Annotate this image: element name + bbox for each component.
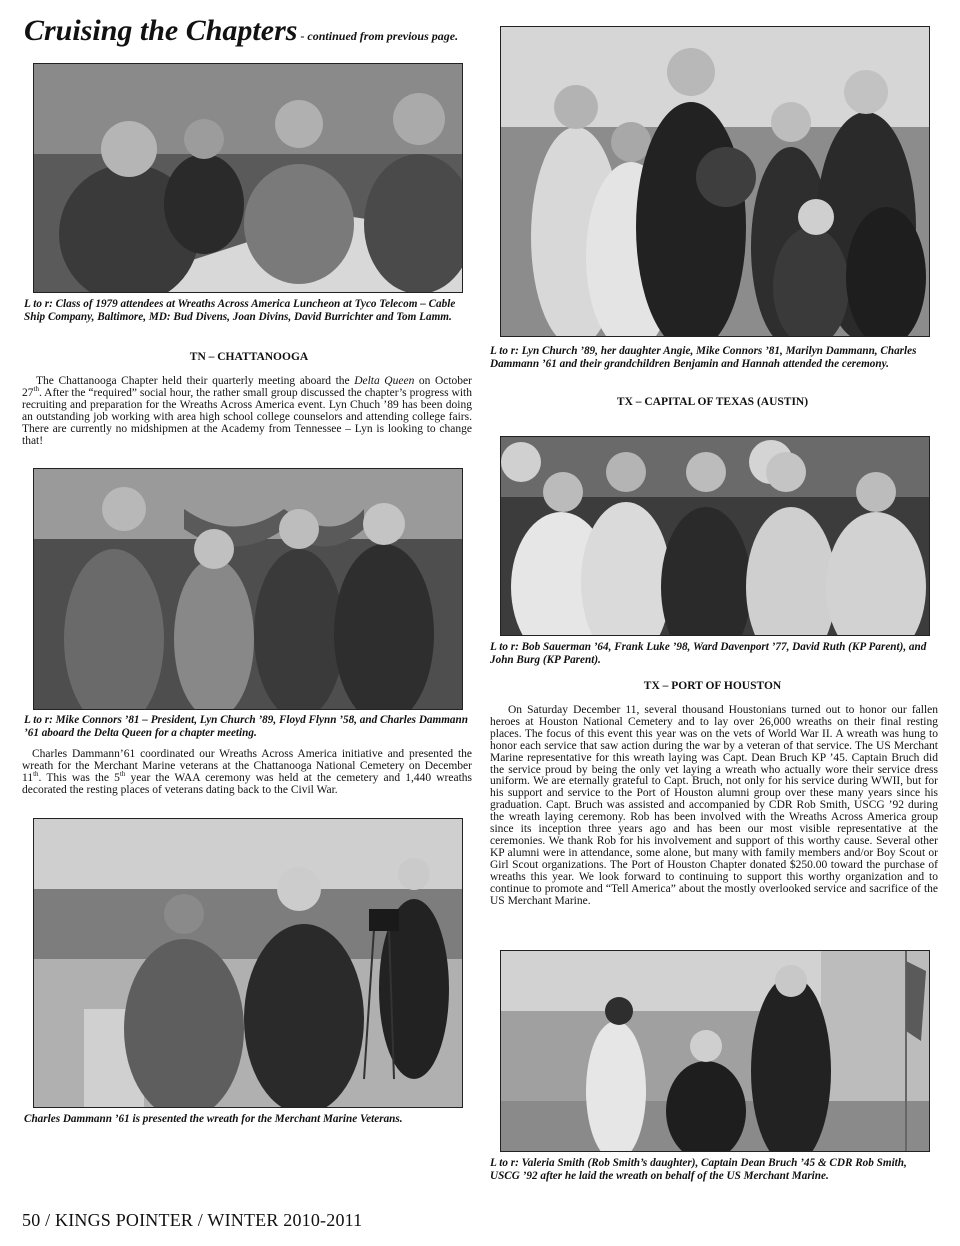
para2-sup2: th bbox=[119, 769, 126, 778]
heading-tn-chattanooga: TN – CHATTANOOGA bbox=[189, 351, 309, 363]
heading-tx-port-of-houston: TX – PORT OF HOUSTON bbox=[643, 680, 782, 692]
para2-text-b: . This was the 5 bbox=[38, 771, 120, 784]
photo-houston-image bbox=[501, 951, 929, 1151]
photo-delta-queen bbox=[33, 468, 463, 710]
paragraph-chattanooga-meeting bbox=[22, 376, 472, 447]
paragraph-wreaths-across-america bbox=[22, 749, 472, 797]
photo-houston-cemetery bbox=[500, 950, 930, 1152]
photo-austin-image bbox=[501, 437, 929, 635]
photo-dammann-family bbox=[500, 26, 930, 337]
caption-dammann-family: L to r: Lyn Church ’89, her daughter Angie, Mike Connors ’81, Marilyn Dammann, Charles Dammann ’61 and their grandchildren Benjamin and Hannah attended the ceremony. bbox=[490, 345, 917, 370]
para1-ship-name: Delta Queen bbox=[354, 375, 415, 387]
photo-cemetery-image bbox=[34, 819, 462, 1107]
photo-luncheon bbox=[33, 63, 463, 293]
photo-luncheon-image bbox=[34, 64, 462, 292]
page-subtitle: - continued from previous page. bbox=[297, 29, 459, 43]
caption-cemetery-wreath: Charles Dammann ’61 is presented the wreath for the Merchant Marine Veterans. bbox=[24, 1113, 403, 1125]
photo-austin-group bbox=[500, 436, 930, 636]
para2-text-a: Charles Dammann’61 coordinated our Wreaths Across America initiative and presented the wreath for the Merchant Marine veterans at the Chattanooga National Cemetery on December 11 bbox=[22, 748, 472, 784]
page-footer: 50 / KINGS POINTER / WINTER 2010-2011 bbox=[22, 1210, 363, 1230]
photo-family-image bbox=[501, 27, 929, 336]
page-title bbox=[24, 14, 458, 48]
para2-sup1: th bbox=[33, 769, 39, 778]
para2-text-c: year the WAA ceremony was held at the cemetery and 1,440 wreaths decorated the resting places of veterans dating back to the Civil War. bbox=[22, 771, 473, 796]
para1-text-c: . After the “required” social hour, the rather small group discussed the chapter’s progress with recruiting and preparation for the Wreaths Across America event. Lyn Chuch ’89 has been doing an outstanding job working with area high school college counselors and attending college fairs. There are currently no midshipmen at the Academy from Tennessee – Lyn is looking to change that! bbox=[22, 386, 472, 447]
caption-luncheon: L to r: Class of 1979 attendees at Wreaths Across America Luncheon at Tyco Telecom – Cable Ship Company, Baltimore, MD: Bud Divens, Joan Divins, David Burrichter and Tom Lamm. bbox=[24, 298, 456, 323]
photo-chattanooga-cemetery bbox=[33, 818, 463, 1108]
photo-delta-queen-image bbox=[34, 469, 462, 709]
para1-sup: th bbox=[33, 385, 39, 394]
caption-austin-group: L to r: Bob Sauerman ’64, Frank Luke ’98, Ward Davenport ’77, David Ruth (KP Parent), and John Burg (KP Parent). bbox=[490, 641, 927, 666]
page-title-text: Cruising the Chapters bbox=[24, 14, 298, 47]
caption-delta-queen: L to r: Mike Connors ’81 – President, Lyn Church ’89, Floyd Flynn ’58, and Charles Dammann ’61 aboard the Delta Queen for a chapter meeting. bbox=[24, 714, 468, 739]
para1-text-a: The Chattanooga Chapter held their quarterly meeting aboard the bbox=[36, 375, 355, 387]
para1-text-b: on October 27 bbox=[22, 375, 472, 399]
caption-houston-cemetery: L to r: Valeria Smith (Rob Smith’s daughter), Captain Dean Bruch ’45 & CDR Rob Smith, USCG ’92 after he laid the wreath on behalf of the US Merchant Marine. bbox=[490, 1157, 907, 1182]
heading-tx-capital-austin: TX – CAPITAL OF TEXAS (AUSTIN) bbox=[616, 396, 809, 408]
paragraph-houston-ceremony: On Saturday December 11, several thousand Houstonians turned out to honor our fallen heroes at Houston National Cemetery and to lay over 26,000 wreaths on their final resting places. The focus of this event this year was on the vets of World War II. A wreath was hung to honor each service that saw action during the war by a veteran of that service. The US Merchant Marine representative for this wreath laying was Capt. Dean Bruch KP ’45. Captain Bruch did the service proud by being the only vet laying a wreath who actually wore their service dress uniform. We are eternally grateful to Capt. Bruch, not only for his service during WWII, but for his support and service to the Port of Houston alumni group over these many years since his graduation. Capt. Bruch was assisted and accompanied by CDR Rob Smith, USCG ’92 during the wreath laying ceremony. Rob has been involved with the Wreaths Across America group since its inception three years ago and has been our most visible representative at the ceremonies. We thank Rob for his involvement and support of this worthy cause. Several other KP alumni were in attendance, some alone, but many with family members and/or Boy Scout or Girl Scout organizations. The Port of Houston Chapter donated $250.00 toward the purchase of wreaths this year. We look forward to continuing to support this worthy organization and to continue to promote and “Tell America” about the mostly overlooked service and sacrifice of the US Merchant Marine. bbox=[490, 704, 938, 907]
